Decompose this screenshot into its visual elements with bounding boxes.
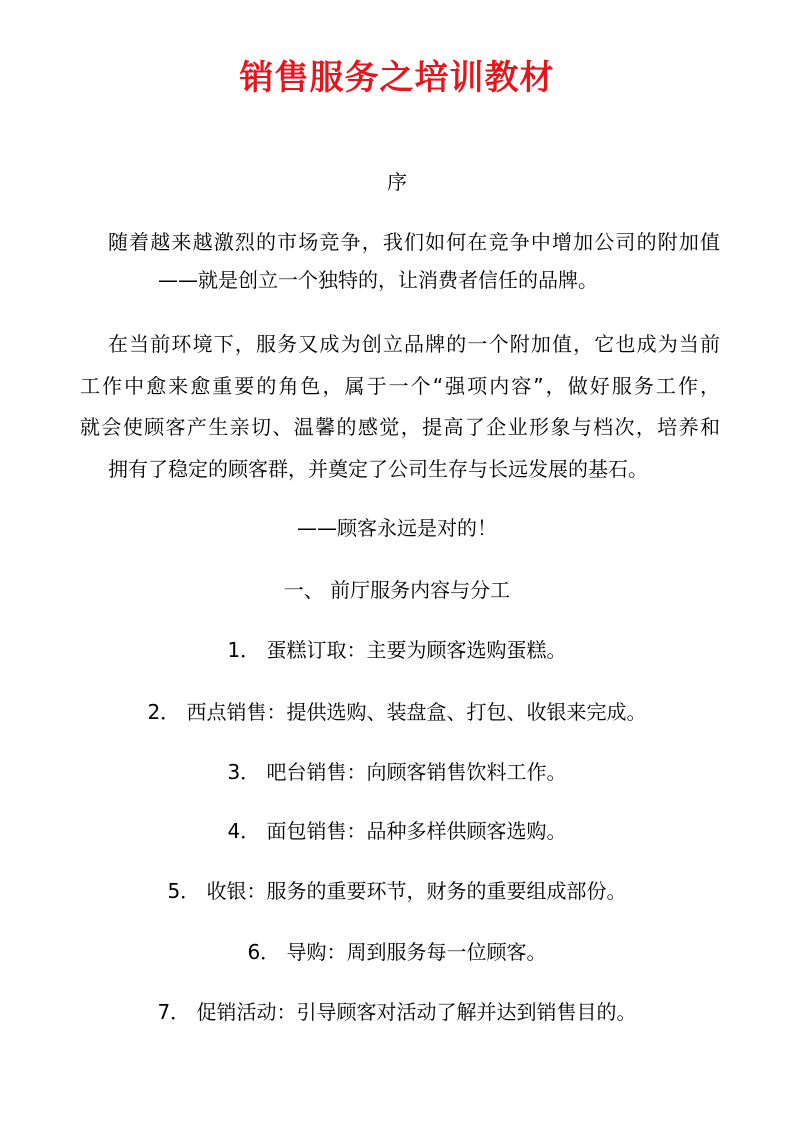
motto-line: ——顾客永远是对的！ bbox=[297, 516, 497, 540]
list-item: 6． 导购：周到服务每一位顾客。 bbox=[247, 940, 547, 964]
intro-line-1: 随着越来越激烈的市场竞争，我们如何在竞争中增加公司的附加值 bbox=[108, 230, 720, 254]
body-line-1: 在当前环境下，服务又成为创立品牌的一个附加值，它也成为当前 bbox=[108, 332, 720, 356]
document-title: 销售服务之培训教材 bbox=[239, 58, 555, 98]
body-line-2: 工作中愈来愈重要的角色，属于一个“强项内容”，做好服务工作， bbox=[80, 374, 720, 398]
list-item: 4． 面包销售：品种多样供顾客选购。 bbox=[227, 819, 567, 843]
section-heading: 一、 前厅服务内容与分工 bbox=[283, 578, 511, 602]
list-item: 5． 收银：服务的重要环节，财务的重要组成部份。 bbox=[167, 879, 627, 903]
preface-heading: 序 bbox=[387, 170, 407, 194]
list-item: 2． 西点销售：提供选购、装盘盒、打包、收银来完成。 bbox=[147, 700, 647, 724]
list-item: 3． 吧台销售：向顾客销售饮料工作。 bbox=[227, 760, 567, 784]
body-line-4: 拥有了稳定的顾客群，并奠定了公司生存与长远发展的基石。 bbox=[108, 457, 648, 481]
body-line-3: 就会使顾客产生亲切、温馨的感觉，提高了企业形象与档次，培养和 bbox=[80, 415, 720, 439]
list-item: 7． 促销活动：引导顾客对活动了解并达到销售目的。 bbox=[157, 1000, 637, 1024]
list-item: 1． 蛋糕订取：主要为顾客选购蛋糕。 bbox=[227, 638, 567, 662]
intro-line-2: ——就是创立一个独特的，让消费者信任的品牌。 bbox=[158, 268, 598, 292]
